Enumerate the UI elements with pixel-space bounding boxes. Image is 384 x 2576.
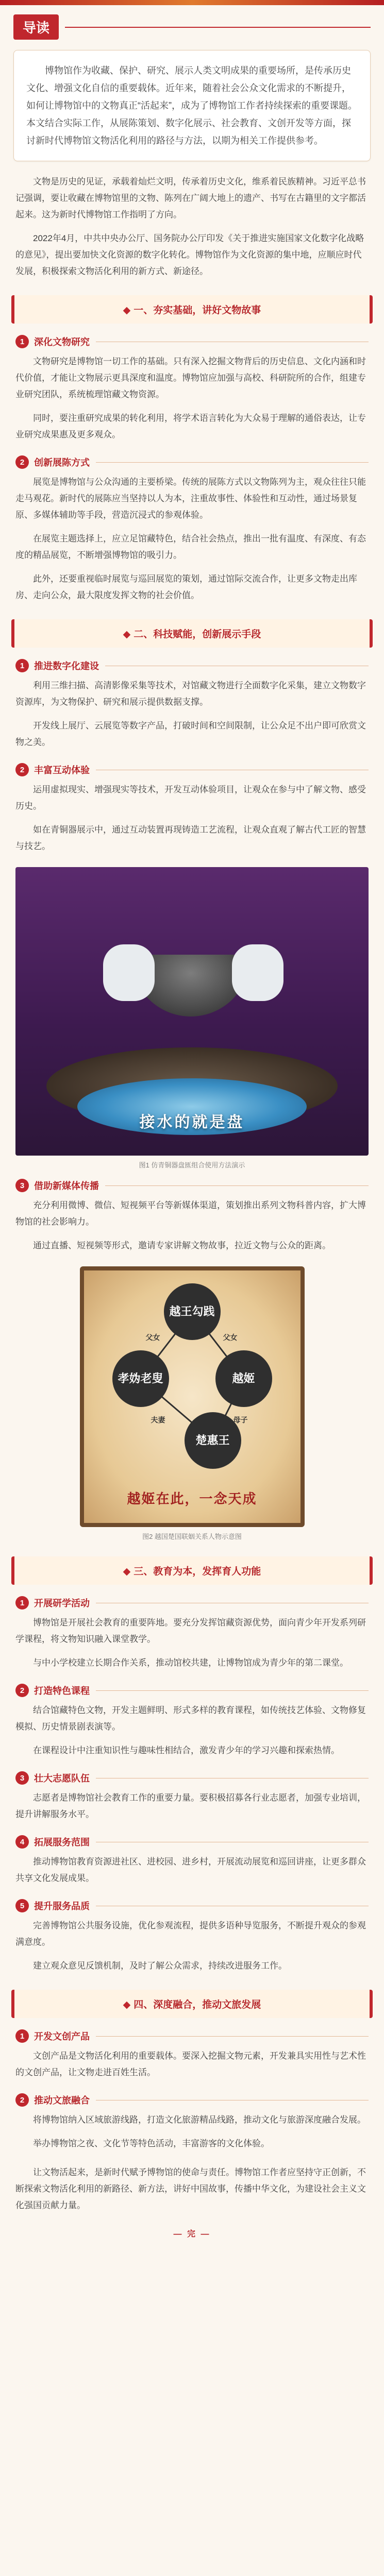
sub-number: 2 (15, 763, 29, 776)
section-heading (11, 1990, 373, 2018)
sub-heading (15, 1596, 369, 1609)
sub-heading (15, 1179, 369, 1192)
section-title: 四、深度融合，推动文旅发展 (133, 1999, 261, 2010)
sub-title: 推进数字化建设 (34, 661, 99, 671)
figure-2 (15, 1266, 369, 1541)
top-decoration (0, 0, 384, 5)
intro-text: 博物馆作为收藏、保护、研究、展示人类文明成果的重要场所，是传承历史文化、增强文化自信的重要载体。近年来，随着社会公众文化需求的不断提升，如何让博物馆中的文物真正“活起来”，成为了博物馆工作者持续探索的重要课题。本文结合实际工作，从展陈策划、数字化展示、社会教育、文创开发等方面，探讨新时代博物馆文物活化利用的路径与方法，以期为相关工作提供参考。 (26, 65, 357, 146)
sub-divider (96, 462, 369, 463)
header (0, 5, 384, 45)
diamond-icon: ◆ (123, 1999, 131, 2010)
sub-body (15, 2048, 369, 2081)
paragraph: 举办博物馆之夜、文化节等特色活动，丰富游客的文化体验。 (33, 2139, 270, 2148)
sub-number: 3 (15, 1179, 29, 1192)
intro-tag: 导读 (13, 14, 59, 40)
sub-number: 2 (15, 455, 29, 469)
section-title: 二、科技赋能，创新展示手段 (133, 629, 261, 640)
paragraph: 博物馆是开展社会教育的重要阵地。要充分发挥馆藏资源优势，面向青少年开发系列研学课程，将文物知识融入课堂教学。 (15, 1618, 366, 1644)
sub-body (15, 1854, 369, 1887)
sub-heading (15, 1899, 369, 1912)
section-heading (11, 295, 373, 324)
sub-heading (15, 455, 369, 469)
sub-number: 1 (15, 1596, 29, 1609)
section-title: 三、教育为本，发挥育人功能 (133, 1566, 261, 1577)
sub-heading (15, 2093, 369, 2107)
sub-title: 开发文创产品 (34, 2031, 90, 2042)
sub-heading (15, 659, 369, 672)
header-divider (65, 27, 371, 28)
person-node: 楚惠王 (185, 1412, 241, 1469)
sub-title: 开展研学活动 (34, 1598, 90, 1608)
sub-divider (105, 1185, 369, 1186)
intro-box (13, 50, 371, 161)
sub-heading (15, 1835, 369, 1849)
sub-title: 拓展服务范围 (34, 1837, 90, 1848)
sub-heading (15, 2029, 369, 2043)
paragraph: 展览是博物馆与公众沟通的主要桥梁。传统的展陈方式以文物陈列为主，观众往往只能走马观花。新时代的展陈应当坚持以人为本，注重故事性、体验性和互动性，通过场景复原、多媒体辅助等手段，营造沉浸式的参观体验。 (15, 477, 366, 520)
glove-r-shape (232, 944, 283, 1001)
sub-heading (15, 1684, 369, 1697)
closing (15, 2164, 369, 2214)
figure-caption: 图1 仿青铜器盘匜组合使用方法演示 (139, 1161, 245, 1169)
relation-label: 父女 (223, 1333, 238, 1342)
sub-title: 提升服务品质 (34, 1901, 90, 1911)
sub-number: 1 (15, 659, 29, 672)
diamond-icon: ◆ (123, 305, 131, 316)
sub-number: 3 (15, 1771, 29, 1785)
paragraph: 推动博物馆教育资源进社区、进校园、进乡村，开展流动展览和巡回讲座，让更多群众共享文化发展成果。 (15, 1857, 366, 1883)
diamond-icon: ◆ (123, 1566, 131, 1577)
sub-number: 2 (15, 2093, 29, 2107)
end-mark: — 完 — (173, 2230, 211, 2239)
diamond-icon: ◆ (123, 629, 131, 640)
sub-body (15, 1615, 369, 1671)
sub-number: 5 (15, 1899, 29, 1912)
sub-title: 创新展陈方式 (34, 457, 90, 468)
sub-title: 推动文旅融合 (34, 2095, 90, 2106)
glove-l-shape (103, 944, 155, 1001)
person-node: 越姬 (215, 1350, 272, 1407)
paragraph: 如在青铜器展示中，通过互动装置再现铸造工艺流程，让观众直观了解古代工匠的智慧与技艺。 (15, 825, 366, 851)
paragraph: 通过直播、短视频等形式，邀请专家讲解文物故事，拉近文物与公众的距离。 (33, 1241, 331, 1250)
paragraph: 开发线上展厅、云展览等数字产品，打破时间和空间限制，让公众足不出户即可欣赏文物之美。 (15, 721, 366, 747)
sub-title: 深化文物研究 (34, 337, 90, 347)
relation-label: 夫妻 (151, 1416, 165, 1424)
bronze-demo-photo (15, 867, 369, 1156)
section-heading (11, 619, 373, 648)
figure-caption: 图2 越国楚国联姻关系人物示意图 (142, 1533, 242, 1540)
sub-number: 1 (15, 335, 29, 348)
paragraph: 结合馆藏特色文物，开发主题鲜明、形式多样的教育课程，如传统技艺体验、文物修复模拟、历史情景剧表演等。 (15, 1705, 366, 1732)
relation-label: 母子 (233, 1416, 248, 1424)
sub-body (15, 1197, 369, 1254)
sub-title: 借助新媒体传播 (34, 1181, 99, 1191)
sections (0, 295, 384, 2152)
paragraph: 同时，要注重研究成果的转化利用，将学术语言转化为大众易于理解的通俗表达，让专业研究成果惠及更多观众。 (15, 413, 366, 439)
paragraph: 文物研究是博物馆一切工作的基础。只有深入挖掘文物背后的历史信息、文化内涵和时代价值，才能让文物展示更具深度和温度。博物馆应加强与高校、科研院所的合作，组建专业研究团队，系统梳理馆藏文物资源。 (15, 357, 366, 399)
body-intro (15, 174, 369, 280)
paragraph: 此外，还要重视临时展览与巡回展览的策划，通过馆际交流合作，让更多文物走出库房、走向公众，最大限度发挥文物的社会价值。 (15, 574, 357, 600)
paragraph: 建立观众意见反馈机制，及时了解公众需求，持续改进服务工作。 (33, 1961, 287, 1971)
person-node: 越王勾践 (164, 1283, 221, 1340)
diagram-slogan: 越姬在此，一念天成 (127, 1491, 257, 1506)
relation-label: 父女 (145, 1333, 160, 1342)
sub-body (15, 782, 369, 855)
figure-1 (15, 867, 369, 1170)
section-title: 一、夯实基础，讲好文物故事 (133, 305, 261, 316)
paragraph: 将博物馆纳入区域旅游线路，打造文化旅游精品线路，推动文化与旅游深度融合发展。 (33, 2115, 366, 2125)
sub-body (15, 1702, 369, 1759)
paragraph: 文创产品是文物活化利用的重要载体。要深入挖掘文物元素，开发兼具实用性与艺术性的文创产品，让文物走进百姓生活。 (15, 2051, 366, 2077)
sub-body (15, 1918, 369, 1974)
sub-title: 打造特色课程 (34, 1686, 90, 1696)
sub-body (15, 677, 369, 751)
paragraph: 在课程设计中注重知识性与趣味性相结合，激发青少年的学习兴趣和探索热情。 (33, 1745, 340, 1755)
person-node: 孝妫老叟 (112, 1350, 169, 1407)
paragraph: 与中小学校建立长期合作关系，推动馆校共建，让博物馆成为青少年的第二课堂。 (33, 1658, 348, 1668)
paragraph: 志愿者是博物馆社会教育工作的重要力量。要积极招募各行业志愿者，加强专业培训，提升讲解服务水平。 (15, 1793, 366, 1819)
sub-divider (96, 1690, 369, 1691)
sub-body (15, 353, 369, 443)
sub-number: 2 (15, 1684, 29, 1697)
paragraph: 充分利用微博、微信、短视频平台等新媒体渠道，策划推出系列文物科普内容，扩大博物馆的社会影响力。 (15, 1200, 366, 1227)
sub-divider (96, 2036, 369, 2037)
sub-heading (15, 763, 369, 776)
sub-body (15, 2112, 369, 2152)
sub-number: 1 (15, 2029, 29, 2043)
paragraph: 2022年4月，中共中央办公厅、国务院办公厅印发《关于推进实施国家文化数字化战略的意见》，提出要加快文化资源的数字化转化。博物馆作为文化资源的集中地，应顺应时代发展，积极探索文物活化利用的新方式、新途径。 (15, 233, 364, 276)
paragraph: 让文物活起来，是新时代赋予博物馆的使命与责任。博物馆工作者应坚持守正创新，不断探索文物活化利用的新路径、新方法，讲好中国故事，传播中华文化，为建设社会主义文化强国贡献力量。 (15, 2167, 366, 2210)
sub-body (15, 474, 369, 604)
sub-body (15, 1790, 369, 1823)
paragraph: 利用三维扫描、高清影像采集等技术，对馆藏文物进行全面数字化采集，建立文物数字资源库，为文物保护、研究和展示提供数据支撑。 (15, 681, 366, 707)
sub-title: 壮大志愿队伍 (34, 1773, 90, 1784)
sub-heading (15, 335, 369, 348)
paragraph: 完善博物馆公共服务设施，优化参观流程，提供多语种导览服务，不断提升观众的参观满意度。 (15, 1921, 366, 1947)
paragraph: 在展览主题选择上，应立足馆藏特色，结合社会热点，推出一批有温度、有深度、有态度的精品展览，不断增强博物馆的吸引力。 (15, 534, 366, 560)
photo-overlay-text: 接水的就是盘 (139, 1114, 245, 1131)
relationship-diagram (80, 1266, 305, 1527)
paragraph: 运用虚拟现实、增强现实等技术，开发互动体验项目，让观众在参与中了解文物、感受历史。 (15, 785, 366, 811)
sub-title: 丰富互动体验 (34, 765, 90, 775)
sub-number: 4 (15, 1835, 29, 1849)
section-heading (11, 1556, 373, 1585)
sub-heading (15, 1771, 369, 1785)
paragraph: 文物是历史的见证，承载着灿烂文明，传承着历史文化，维系着民族精神。习近平总书记强调，要让收藏在博物馆里的文物、陈列在广阔大地上的遗产、书写在古籍里的文字都活起来。这为新时代博物馆工作指明了方向。 (15, 177, 366, 219)
